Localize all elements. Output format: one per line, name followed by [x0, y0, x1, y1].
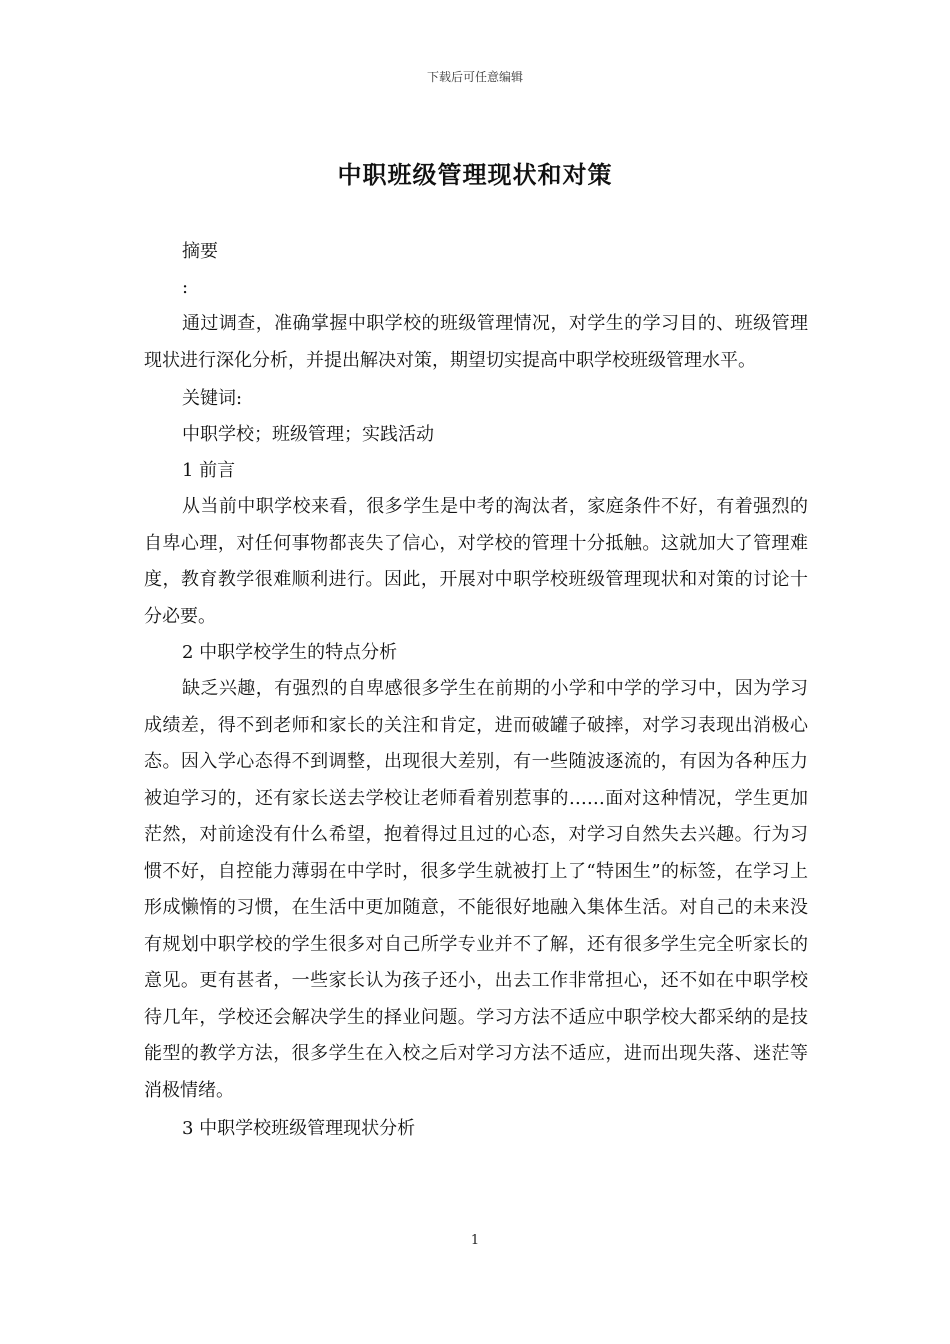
document-body — [144, 234, 808, 1147]
section-paragraph-1: 从当前中职学校来看，很多学生是中考的淘汰者，家庭条件不好，有着强烈的自卑心理，对任何事物都丧失了信心，对学校的管理十分抵触。这就加大了管理难度，教育教学很难顺利进行。因此，开展对中职学校班级管理现状和对策的讨论十分必要。 — [144, 496, 808, 627]
abstract-paragraph: 通过调查，准确掌握中职学校的班级管理情况，对学生的学习目的、班级管理现状进行深化分析，并提出解决对策，期望切实提高中职学校班级管理水平。 — [144, 313, 808, 371]
section-heading-3: 3 中职学校班级管理现状分析 — [182, 1118, 416, 1139]
keywords-text: 中职学校；班级管理；实践活动 — [182, 424, 434, 445]
abstract-heading: 摘要 — [182, 241, 218, 262]
header-note: 下载后可任意编辑 — [426, 70, 523, 84]
document-title: 中职班级管理现状和对策 — [337, 160, 613, 189]
section-heading-1: 1 前言 — [182, 460, 236, 481]
section-heading-2: 2 中职学校学生的特点分析 — [182, 642, 398, 663]
keywords-heading: 关键词: — [182, 388, 243, 409]
section-paragraph-2: 缺乏兴趣，有强烈的自卑感很多学生在前期的小学和中学的学习中，因为学习成绩差，得不到老师和家长的关注和肯定，进而破罐子破摔，对学习表现出消极心态。因入学心态得不到调整，出现很大差别，有一些随波逐流的，有因为各种压力被迫学习的，还有家长送去学校让老师看着别惹事的……面对这种情况，学生更加茫然，对前途没有什么希望，抱着得过且过的心态，对学习自然失去兴趣。行为习惯不好，自控能力薄弱在中学时，很多学生就被打上了“特困生”的标签，在学习上形成懒惰的习惯，在生活中更加随意，不能很好地融入集体生活。对自己的未来没有规划中职学校的学生很多对自己所学专业并不了解，还有很多学生完全听家长的意见。更有甚者，一些家长认为孩子还小，出去工作非常担心，还不如在中职学校待几年，学校还会解决学生的择业问题。学习方法不适应中职学校大都采纳的是技能型的教学方法，很多学生在入校之后对学习方法不适应，进而出现失落、迷茫等消极情绪。 — [144, 678, 808, 1101]
page-number: 1 — [470, 1233, 480, 1248]
abstract-colon: : — [182, 277, 189, 298]
